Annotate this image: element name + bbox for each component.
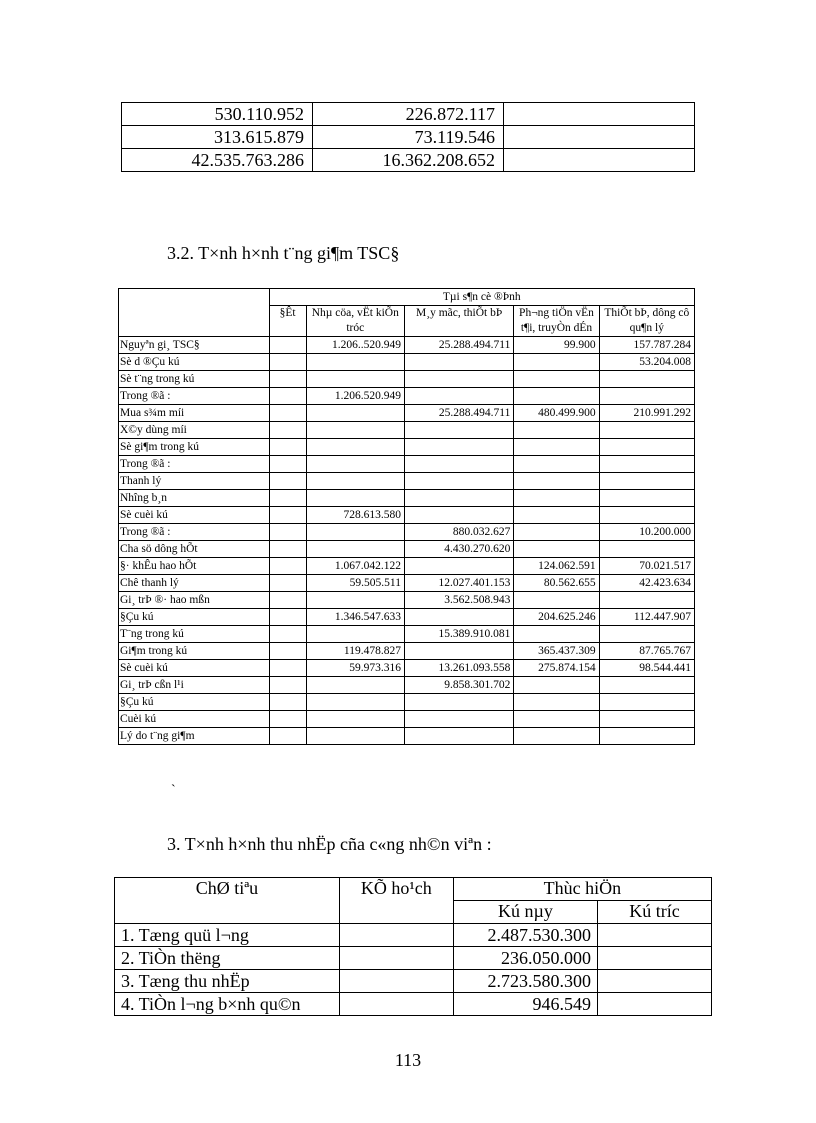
- row-label: Sè t¨ng trong kú: [119, 371, 270, 388]
- cell-may: 13.261.093.558: [404, 660, 513, 677]
- cell-dat: [269, 354, 306, 371]
- table-cell: 73.119.546: [313, 126, 504, 149]
- table-row: [122, 126, 695, 149]
- table-row: [119, 337, 695, 354]
- cell-nha: 1.206..520.949: [306, 337, 404, 354]
- row-label: Gi¸ trÞ ®· hao mßn: [119, 592, 270, 609]
- cell-may: 880.032.627: [404, 524, 513, 541]
- cell-thiet-bi: [599, 592, 694, 609]
- table-cell: 42.535.763.286: [122, 149, 313, 172]
- row-label: Lý do t¨ng gi¶m: [119, 728, 270, 745]
- table-row: [119, 354, 695, 371]
- cell-nha: [306, 541, 404, 558]
- blank-label-header: [119, 289, 270, 337]
- table-row: [119, 728, 695, 745]
- table-row: [119, 626, 695, 643]
- cell-may: [404, 728, 513, 745]
- cell-thiet-bi: [599, 677, 694, 694]
- table-cell: [504, 103, 695, 126]
- cell-dat: [269, 507, 306, 524]
- cell-dat: [269, 371, 306, 388]
- col-header-ke-hoach: KÕ ho¹ch: [339, 878, 453, 924]
- cell-nha: [306, 728, 404, 745]
- cell-dat: [269, 643, 306, 660]
- cell-thiet-bi: 98.544.441: [599, 660, 694, 677]
- cell-ky-nay: 946.549: [453, 993, 597, 1016]
- col-header-ky-truoc: Kú tríc: [598, 901, 712, 924]
- table-row: [115, 993, 712, 1016]
- table-row: [119, 558, 695, 575]
- table-row: [119, 473, 695, 490]
- cell-nha: [306, 626, 404, 643]
- row-label: Mua s¾m míi: [119, 405, 270, 422]
- cell-may: [404, 388, 513, 405]
- cell-phuong-tien: 365.437.309: [514, 643, 599, 660]
- col-header-dat: §Êt: [269, 306, 306, 337]
- cell-nha: [306, 677, 404, 694]
- cell-dat: [269, 422, 306, 439]
- cell-nha: [306, 711, 404, 728]
- cell-thiet-bi: [599, 626, 694, 643]
- table-cell: 530.110.952: [122, 103, 313, 126]
- income-table: [114, 877, 712, 1016]
- col-header-ky-nay: Kú nµy: [453, 901, 597, 924]
- cell-may: [404, 354, 513, 371]
- cell-dat: [269, 626, 306, 643]
- cell-dat: [269, 490, 306, 507]
- col-header-thuc-hien: Thùc hiÖn: [453, 878, 711, 901]
- cell-nha: 59.973.316: [306, 660, 404, 677]
- row-label: Trong ®ã :: [119, 524, 270, 541]
- cell-phuong-tien: [514, 592, 599, 609]
- cell-may: [404, 694, 513, 711]
- table-row: [119, 388, 695, 405]
- fixed-asset-table: [118, 288, 695, 745]
- table-row: [119, 439, 695, 456]
- cell-ke-hoach: [339, 993, 453, 1016]
- cell-phuong-tien: [514, 439, 599, 456]
- cell-phuong-tien: [514, 677, 599, 694]
- cell-thiet-bi: [599, 507, 694, 524]
- row-label: §· khÊu hao hÕt: [119, 558, 270, 575]
- cell-dat: [269, 473, 306, 490]
- cell-ky-nay: 236.050.000: [453, 947, 597, 970]
- cell-ke-hoach: [339, 970, 453, 993]
- cell-ky-nay: 2.723.580.300: [453, 970, 597, 993]
- cell-phuong-tien: [514, 694, 599, 711]
- cell-may: 12.027.401.153: [404, 575, 513, 592]
- cell-thiet-bi: 157.787.284: [599, 337, 694, 354]
- col-header-may: M¸y mãc, thiÕt bÞ: [404, 306, 513, 337]
- cell-nha: 119.478.827: [306, 643, 404, 660]
- cell-dat: [269, 405, 306, 422]
- cell-ky-truoc: [598, 970, 712, 993]
- table-row: [119, 660, 695, 677]
- cell-dat: [269, 388, 306, 405]
- cell-phuong-tien: 99.900: [514, 337, 599, 354]
- cell-thiet-bi: 87.765.767: [599, 643, 694, 660]
- cell-nha: [306, 405, 404, 422]
- cell-nha: [306, 456, 404, 473]
- cell-phuong-tien: 275.874.154: [514, 660, 599, 677]
- cell-nha: [306, 524, 404, 541]
- cell-nha: [306, 439, 404, 456]
- cell-thiet-bi: [599, 728, 694, 745]
- row-label: Sè gi¶m trong kú: [119, 439, 270, 456]
- table-cell: 313.615.879: [122, 126, 313, 149]
- table-row: [119, 490, 695, 507]
- cell-may: [404, 422, 513, 439]
- cell-may: 3.562.508.943: [404, 592, 513, 609]
- col-header-phuong-tien: Ph¬ng tiÖn vËn t¶i, truyÒn dÉn: [514, 306, 599, 337]
- row-label: 1. Tæng quü l¬ng: [115, 924, 340, 947]
- col-header-thiet-bi: ThiÕt bÞ, dông cô qu¶n lý: [599, 306, 694, 337]
- cell-nha: [306, 694, 404, 711]
- cell-dat: [269, 541, 306, 558]
- row-label: 4. TiÒn l¬ng b×nh qu©n: [115, 993, 340, 1016]
- row-label: Trong ®ã :: [119, 456, 270, 473]
- row-label: Sè cuèi kú: [119, 660, 270, 677]
- table-row: [119, 405, 695, 422]
- cell-dat: [269, 592, 306, 609]
- cell-nha: [306, 490, 404, 507]
- cell-phuong-tien: 480.499.900: [514, 405, 599, 422]
- cell-nha: 1.067.042.122: [306, 558, 404, 575]
- cell-phuong-tien: [514, 524, 599, 541]
- row-label: Sè cuèi kú: [119, 507, 270, 524]
- row-label: Nguyªn gi¸ TSC§: [119, 337, 270, 354]
- cell-phuong-tien: [514, 422, 599, 439]
- table-row: [119, 592, 695, 609]
- cell-dat: [269, 660, 306, 677]
- row-label: 3. Tæng thu nhËp: [115, 970, 340, 993]
- cell-phuong-tien: 124.062.591: [514, 558, 599, 575]
- cell-phuong-tien: [514, 711, 599, 728]
- row-label: §Çu kú: [119, 694, 270, 711]
- table-cell: [504, 149, 695, 172]
- table-row: [119, 371, 695, 388]
- table-cell: [504, 126, 695, 149]
- cell-nha: 728.613.580: [306, 507, 404, 524]
- table-row: [115, 924, 712, 947]
- table-row: [119, 524, 695, 541]
- table-row: [119, 507, 695, 524]
- cell-thiet-bi: 10.200.000: [599, 524, 694, 541]
- cell-ky-truoc: [598, 993, 712, 1016]
- col-header-nha: Nhµ cöa, vËt kiÕn tróc: [306, 306, 404, 337]
- cell-phuong-tien: [514, 728, 599, 745]
- cell-dat: [269, 524, 306, 541]
- cell-thiet-bi: [599, 711, 694, 728]
- cell-thiet-bi: [599, 422, 694, 439]
- cell-may: 15.389.910.081: [404, 626, 513, 643]
- cell-phuong-tien: [514, 354, 599, 371]
- row-label: X©y dùng míi: [119, 422, 270, 439]
- row-label: Sè d ®Çu kú: [119, 354, 270, 371]
- table-row: [119, 694, 695, 711]
- cell-thiet-bi: [599, 388, 694, 405]
- row-label: Cuèi kú: [119, 711, 270, 728]
- cell-nha: [306, 592, 404, 609]
- cell-may: [404, 643, 513, 660]
- top-balance-table: [121, 102, 695, 172]
- cell-thiet-bi: [599, 473, 694, 490]
- table-row: [115, 970, 712, 993]
- cell-ky-nay: 2.487.530.300: [453, 924, 597, 947]
- table-cell: 226.872.117: [313, 103, 504, 126]
- table-row: [119, 422, 695, 439]
- cell-thiet-bi: 53.204.008: [599, 354, 694, 371]
- cell-may: [404, 371, 513, 388]
- cell-dat: [269, 558, 306, 575]
- cell-dat: [269, 694, 306, 711]
- table-row: [119, 541, 695, 558]
- cell-nha: [306, 422, 404, 439]
- cell-thiet-bi: 70.021.517: [599, 558, 694, 575]
- cell-phuong-tien: [514, 490, 599, 507]
- cell-phuong-tien: [514, 626, 599, 643]
- cell-thiet-bi: [599, 456, 694, 473]
- col-header-chi-tieu: ChØ tiªu: [115, 878, 340, 924]
- cell-dat: [269, 711, 306, 728]
- cell-phuong-tien: 204.625.246: [514, 609, 599, 626]
- row-label: Nhîng b¸n: [119, 490, 270, 507]
- table-row: [119, 456, 695, 473]
- row-label: Gi¶m trong kú: [119, 643, 270, 660]
- table-row: [119, 643, 695, 660]
- table-row: [119, 575, 695, 592]
- cell-thiet-bi: [599, 694, 694, 711]
- cell-may: 25.288.494.711: [404, 337, 513, 354]
- cell-nha: [306, 473, 404, 490]
- cell-may: [404, 507, 513, 524]
- cell-dat: [269, 728, 306, 745]
- cell-may: [404, 711, 513, 728]
- cell-phuong-tien: [514, 456, 599, 473]
- page-number: 113: [394, 1050, 422, 1070]
- cell-may: 25.288.494.711: [404, 405, 513, 422]
- cell-nha: 59.505.511: [306, 575, 404, 592]
- table-row: [122, 103, 695, 126]
- table-row: [119, 609, 695, 626]
- row-label: Trong ®ã :: [119, 388, 270, 405]
- cell-phuong-tien: [514, 473, 599, 490]
- table-row: [119, 711, 695, 728]
- cell-nha: 1.206.520.949: [306, 388, 404, 405]
- table-row: [115, 947, 712, 970]
- cell-ke-hoach: [339, 947, 453, 970]
- cell-thiet-bi: 210.991.292: [599, 405, 694, 422]
- cell-phuong-tien: [514, 507, 599, 524]
- cell-dat: [269, 575, 306, 592]
- table-row: [122, 149, 695, 172]
- row-label: §Çu kú: [119, 609, 270, 626]
- table-row: [119, 677, 695, 694]
- cell-thiet-bi: [599, 490, 694, 507]
- cell-ky-truoc: [598, 947, 712, 970]
- row-label: Cha sö dông hÕt: [119, 541, 270, 558]
- row-label: 2. TiÒn thëng: [115, 947, 340, 970]
- cell-thiet-bi: [599, 371, 694, 388]
- cell-may: [404, 439, 513, 456]
- row-label: Thanh lý: [119, 473, 270, 490]
- cell-may: [404, 473, 513, 490]
- cell-nha: [306, 354, 404, 371]
- row-label: T¨ng trong kú: [119, 626, 270, 643]
- cell-may: 9.858.301.702: [404, 677, 513, 694]
- cell-phuong-tien: [514, 388, 599, 405]
- cell-thiet-bi: [599, 541, 694, 558]
- cell-may: [404, 456, 513, 473]
- row-label: Gi¸ trÞ cßn l¹i: [119, 677, 270, 694]
- cell-dat: [269, 677, 306, 694]
- section-heading-asset-changes: 3.2. T×nh h×nh t¨ng gi¶m TSC§: [167, 243, 400, 263]
- cell-thiet-bi: 42.423.634: [599, 575, 694, 592]
- cell-dat: [269, 337, 306, 354]
- cell-phuong-tien: [514, 541, 599, 558]
- cell-dat: [269, 609, 306, 626]
- super-header: Tµi s¶n cè ®Þnh: [269, 289, 694, 306]
- cell-thiet-bi: [599, 439, 694, 456]
- cell-dat: [269, 439, 306, 456]
- cell-nha: [306, 371, 404, 388]
- cell-phuong-tien: [514, 371, 599, 388]
- cell-ke-hoach: [339, 924, 453, 947]
- row-label: Chê thanh lý: [119, 575, 270, 592]
- cell-may: 4.430.270.620: [404, 541, 513, 558]
- cell-nha: 1.346.547.633: [306, 609, 404, 626]
- cell-dat: [269, 456, 306, 473]
- cell-thiet-bi: 112.447.907: [599, 609, 694, 626]
- cell-ky-truoc: [598, 924, 712, 947]
- cell-may: [404, 609, 513, 626]
- section-heading-income: 3. T×nh h×nh thu nhËp cña c«ng nh©n viªn :: [167, 834, 492, 854]
- cell-may: [404, 490, 513, 507]
- table-cell: 16.362.208.652: [313, 149, 504, 172]
- cell-may: [404, 558, 513, 575]
- stray-mark: `: [171, 783, 176, 798]
- cell-phuong-tien: 80.562.655: [514, 575, 599, 592]
